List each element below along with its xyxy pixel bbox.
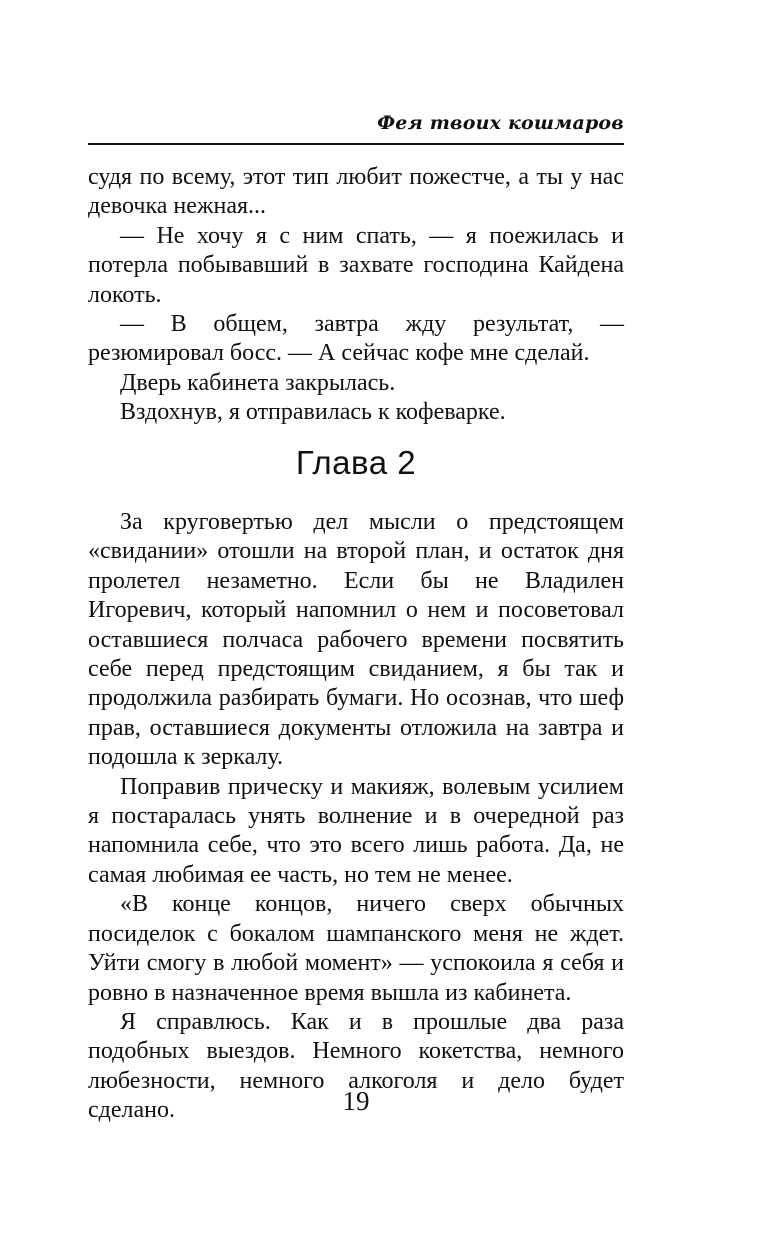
paragraph-door-closed: Дверь кабинета закрылась. [120, 369, 396, 396]
paragraph-4: Я справлюсь. Как и в прошлые два раза подобных выездов. Немного кокетства, немного любезности, немного алкоголя и дело будет сделано. [88, 1008, 624, 1124]
paragraph-coffee-machine: Вздохнув, я отправилась к кофеварке. [120, 399, 506, 426]
previous-chapter-text [88, 163, 624, 428]
header-rule [88, 143, 624, 145]
paragraph-1: За круговертью дел мысли о предстоящем «свидании» отошли на второй план, и остаток дня пролетел незаметно. Если бы не Владилен Игоревич, который напомнил о нем и посоветовал оставшиеся полчаса рабочего времени посвятить себе перед предстоящим свиданием, я бы так и продолжила разбирать бумаги. Но осознав, что шеф прав, оставшиеся документы отложила на завтра и подошла к зеркалу. [88, 509, 624, 771]
paragraph-continuation: судя по всему, этот тип любит пожестче, а ты у нас девочка нежная... [88, 164, 624, 220]
running-head-title: Фея твоих кошмаров [377, 112, 624, 134]
page-number: 19 [342, 1086, 370, 1116]
paragraph-dialogue-1: — Не хочу я с ним спать, — я поежилась и потерла побывавший в захвате господина Кайдена локоть. [88, 222, 624, 308]
paragraph-2: Поправив прическу и макияж, волевым усилием я постаралась унять волнение и в очередной раз напомнила себе, что это всего лишь работа. Да, не самая любимая ее часть, но тем не менее. [88, 773, 624, 888]
chapter-title: Глава 2 [295, 444, 417, 481]
chapter-body-text [88, 508, 624, 1126]
paragraph-3: «В конце концов, ничего сверх обычных посиделок с бокалом шампанского меня не ждет. Уйти смогу в любой момент» — успокоила я себя и ровно в назначенное время вышла из кабинета. [88, 891, 624, 1006]
paragraph-dialogue-2: — В общем, завтра жду результат, — резюмировал босс. — А сейчас кофе мне сделай. [88, 311, 624, 367]
